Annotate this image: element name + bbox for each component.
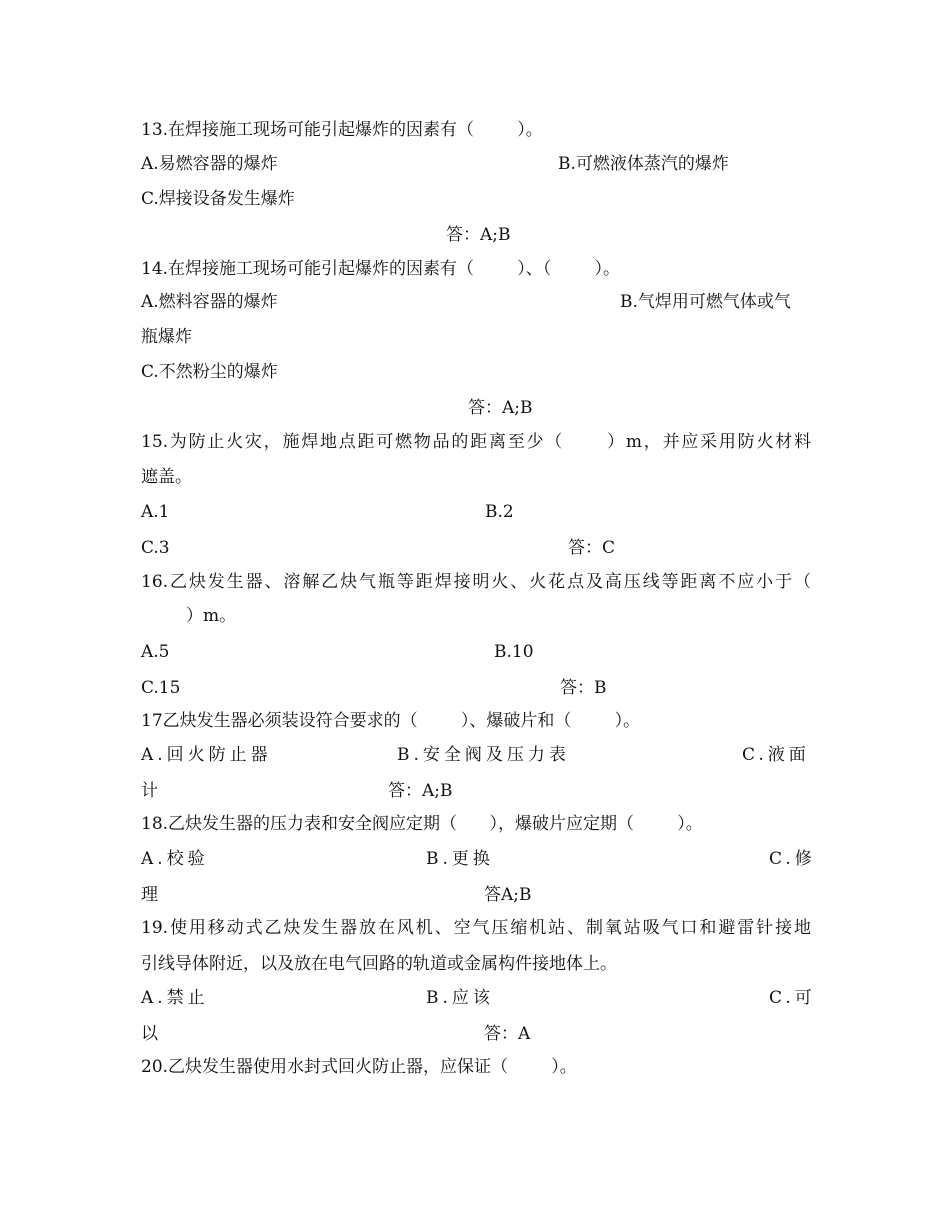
q19-stem-line2: 引线导体附近，以及放在电气回路的轨道或金属构件接地体上。 (141, 954, 617, 974)
q14-stem: 14.在焊接施工现场可能引起爆炸的因素有（ ）、（ ）。 (141, 259, 620, 279)
q15-option-a: A.1 (141, 502, 170, 522)
q18-stem: 18.乙炔发生器的压力表和安全阀应定期（ ），爆破片应定期（ ）。 (141, 814, 703, 834)
q14-option-b: B.气焊用可燃气体或气 (620, 292, 791, 312)
q15-stem-line1: 15.为防止火灾，施焊地点距可燃物品的距离至少（ ）m，并应采用防火材料 (141, 432, 811, 452)
q18-answer: 答A;B (484, 885, 532, 905)
q19-answer: 答：A (484, 1024, 531, 1044)
q19-option-c-continued: 以 (141, 1024, 158, 1044)
q13-option-b: B.可燃液体蒸汽的爆炸 (558, 154, 729, 174)
q13-option-c: C.焊接设备发生爆炸 (141, 189, 295, 209)
q17-stem: 17乙炔发生器必须装设符合要求的（ ）、爆破片和（ ）。 (141, 711, 641, 731)
q18-option-c-continued: 理 (141, 885, 158, 905)
q19-stem-line1: 19.使用移动式乙炔发生器放在风机、空气压缩机站、制氧站吸气口和避雷针接地 (141, 918, 811, 938)
q16-stem-line1: 16.乙炔发生器、溶解乙炔气瓶等距焊接明火、火花点及高压线等距离不应小于（ (141, 572, 811, 592)
q14-answer: 答：A;B (468, 398, 533, 418)
q17-answer: 答：A;B (388, 781, 453, 801)
q20-stem: 20.乙炔发生器使用水封式回火防止器，应保证（ ）。 (141, 1057, 577, 1077)
q17-option-a: A.回火防止器 (141, 745, 272, 765)
q15-answer: 答：C (568, 538, 616, 558)
q19-option-c: C.可 (769, 988, 816, 1008)
q13-option-a: A.易燃容器的爆炸 (141, 154, 278, 174)
q17-option-c-continued: 计 (141, 781, 158, 801)
q13-answer: 答：A;B (446, 225, 511, 245)
q18-option-c: C.修 (769, 849, 816, 869)
q17-option-c: C.液面 (742, 745, 810, 765)
q16-option-a: A.5 (141, 642, 170, 662)
q19-option-b: B.应该 (426, 988, 494, 1008)
q18-option-a: A.校验 (141, 849, 209, 869)
q16-option-c: C.15 (141, 678, 181, 698)
q16-stem-line2: ）m。 (186, 606, 237, 626)
q14-option-a: A.燃料容器的爆炸 (141, 292, 278, 312)
q18-option-b: B.更换 (426, 849, 494, 869)
q16-option-b: B.10 (494, 642, 534, 662)
q13-stem: 13.在焊接施工现场可能引起爆炸的因素有（ ）。 (141, 120, 543, 140)
q17-option-b: B.安全阀及压力表 (397, 745, 570, 765)
q19-option-a: A.禁止 (141, 988, 209, 1008)
q15-stem-line2: 遮盖。 (141, 467, 192, 487)
q14-option-c: C.不然粉尘的爆炸 (141, 362, 278, 382)
q15-option-b: B.2 (485, 502, 514, 522)
q16-answer: 答：B (560, 678, 607, 698)
q15-option-c: C.3 (141, 538, 170, 558)
q14-option-b-continued: 瓶爆炸 (141, 327, 192, 347)
